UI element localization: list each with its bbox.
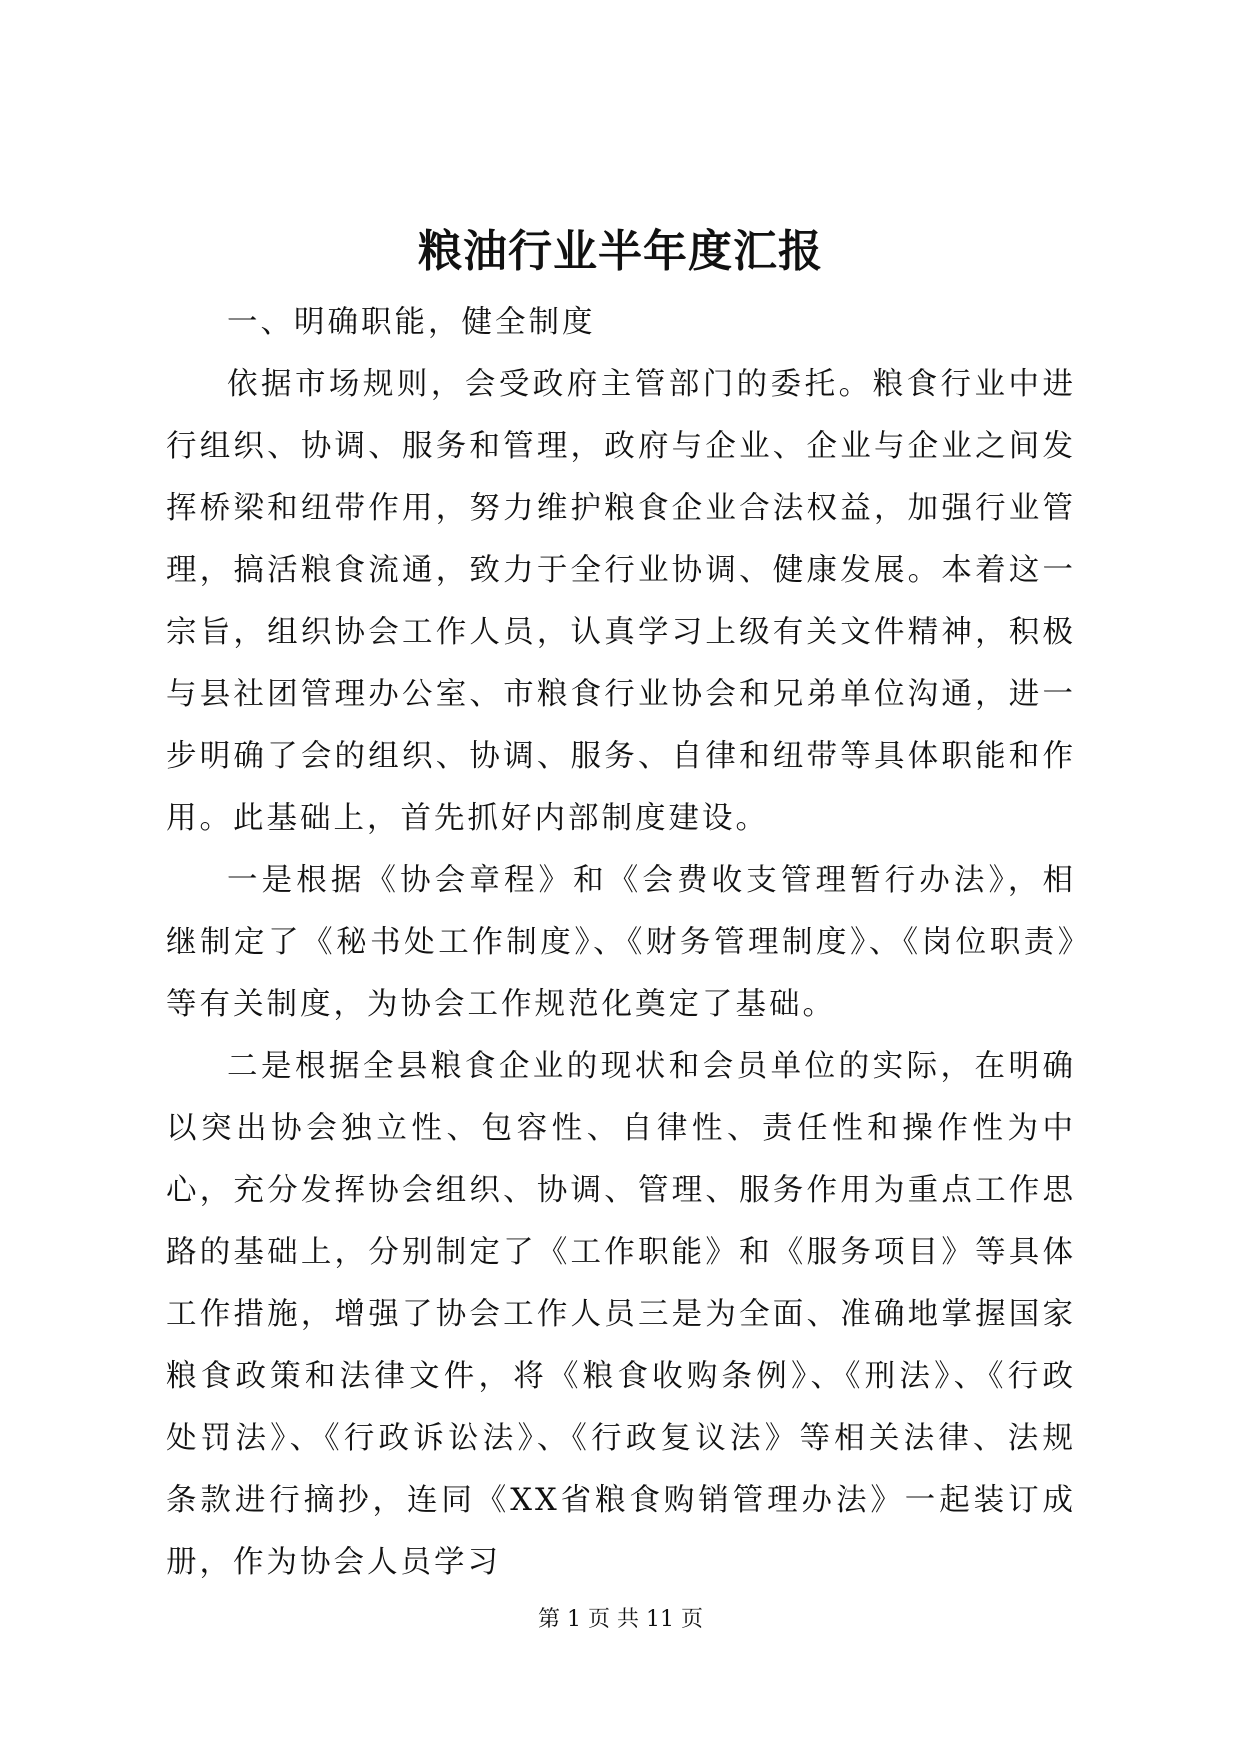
paragraph-intro: 依据市场规则，会受政府主管部门的委托。粮食行业中进行组织、协调、服务和管理，政府与企业、企业与企业之间发挥桥梁和纽带作用，努力维护粮食企业合法权益，加强行业管理，搞活粮食流通，致力于全行业协调、健康发展。本着这一宗旨，组织协会工作人员，认真学习上级有关文件精神，积极与县社团管理办公室、市粮食行业协会和兄弟单位沟通，进一步明确了会的组织、协调、服务、自律和纽带等具体职能和作用。此基础上，首先抓好内部制度建设。 — [166, 367, 1076, 836]
paragraph-point-one: 一是根据《协会章程》和《会费收支管理暂行办法》，相继制定了《秘书处工作制度》、《财务管理制度》、《岗位职责》等有关制度，为协会工作规范化奠定了基础。 — [166, 863, 1076, 1022]
page-footer: 第 1 页 共 11 页 — [538, 1607, 703, 1632]
section-heading: 一、明确职能，健全制度 — [227, 305, 596, 340]
document-title: 粮油行业半年度汇报 — [418, 226, 823, 277]
paragraph-point-two: 二是根据全县粮食企业的现状和会员单位的实际，在明确以突出协会独立性、包容性、自律性、责任性和操作性为中心，充分发挥协会组织、协调、管理、服务作用为重点工作思路的基础上，分别制定了《工作职能》和《服务项目》等具体工作措施，增强了协会工作人员三是为全面、准确地掌握国家粮食政策和法律文件，将《粮食收购条例》、《刑法》、《行政处罚法》、《行政诉讼法》、《行政复议法》等相关法律、法规条款进行摘抄，连同《XX省粮食购销管理办法》一起装订成册，作为协会人员学习 — [166, 1049, 1076, 1580]
document-body — [166, 292, 1076, 1594]
